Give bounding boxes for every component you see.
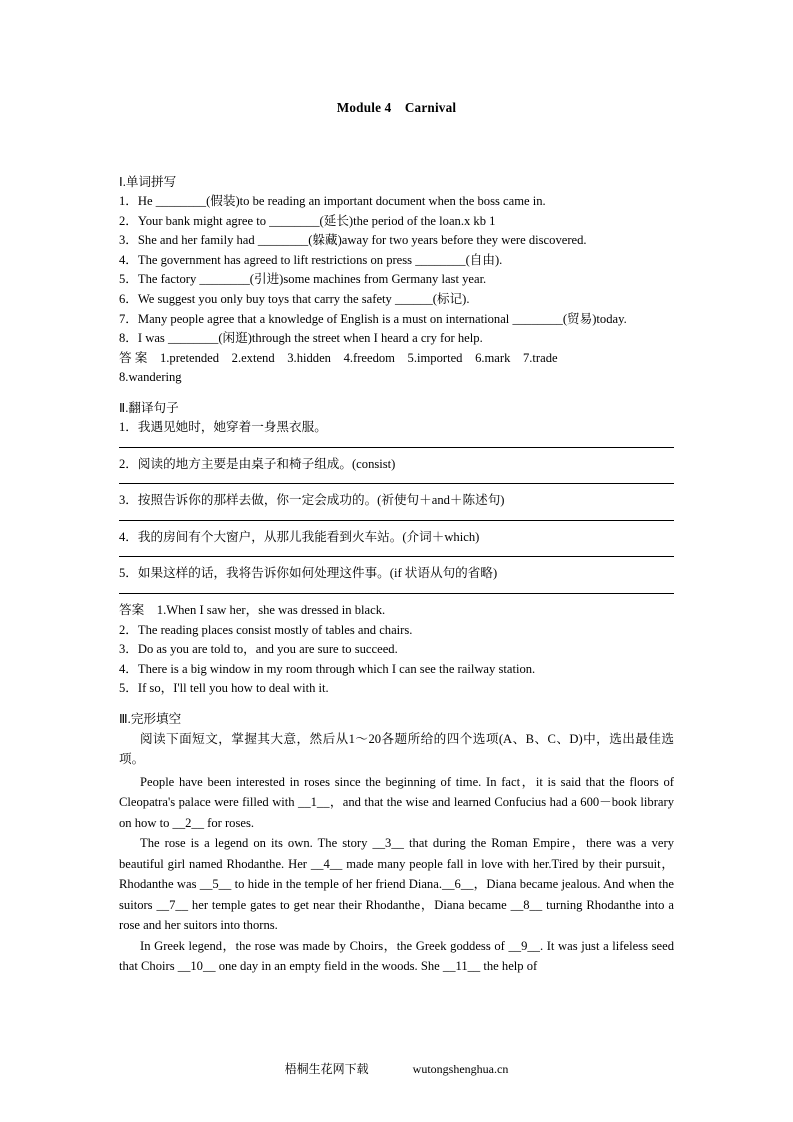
- spelling-answer-line-2: 8.wandering: [119, 370, 182, 385]
- cloze-paragraph: People have been interested in roses since the beginning of time. In fact，it is said that the floors of Cleopatra's palace were filled with __1__，and that the wise and learned Confucius had a 600－book library on how to __2__ for roses.: [119, 774, 674, 830]
- page-footer: [0, 1060, 793, 1077]
- cloze-instructions: 阅读下面短文，掌握其大意，然后从1～20各题所给的四个选项(A、B、C、D)中，选出最佳选项。: [119, 731, 674, 767]
- writing-rule: [119, 447, 674, 448]
- section-heading-translation: Ⅱ.翻译句子: [119, 400, 179, 415]
- spelling-items: [119, 192, 674, 349]
- translation-answers: [119, 601, 674, 699]
- writing-rule: [119, 593, 674, 594]
- answer-label: 答案: [119, 602, 145, 617]
- translation-answer-line: 2．The reading places consist mostly of tables and chairs.: [119, 622, 413, 637]
- cloze-passage: [119, 772, 674, 977]
- spelling-item: 6．We suggest you only buy toys that carry the safety ______(标记).: [119, 291, 470, 306]
- cloze-paragraph: The rose is a legend on its own. The story __3__ that during the Roman Empire，there was a very beautiful girl named Rhodanthe. Her __4__ made many people fall in love with her.Tired by their pursuit，Rhodanthe was __5__ to hide in the temple of her friend Diana.__6__，Diana became jealous. And when the suitors __7__ her temple gates to get near their Rhodanthe，Diana became __8__ turning Rhodanthe into a rose and her suitors into thorns.: [119, 836, 674, 933]
- page-title: Module 4 Carnival: [336, 100, 457, 115]
- spelling-item: 8．I was ________(闲逛)through the street when I heard a cry for help.: [119, 331, 483, 346]
- cloze-paragraph: In Greek legend，the rose was made by Choirs，the Greek goddess of __9__. It was just a lifeless seed that Choirs __10__ one day in an empty field in the woods. She __11__ the help of: [119, 938, 674, 974]
- spelling-answers: [119, 349, 674, 388]
- answer-text: 1.pretended 2.extend 3.hidden 4.freedom 5.imported 6.mark 7.trade: [159, 350, 558, 365]
- answer-text: 1.When I saw her，she was dressed in black.: [156, 602, 386, 617]
- spelling-item: 1．He ________(假装)to be reading an important document when the boss came in.: [119, 194, 546, 208]
- section-heading-spelling: Ⅰ.单词拼写: [119, 175, 177, 189]
- translation-answer-line: 4．There is a big window in my room through which I can see the railway station.: [119, 661, 536, 676]
- translation-item: 4．我的房间有个大窗户，从那儿我能看到火车站。(介词＋which): [119, 529, 480, 544]
- spelling-answer-line: [119, 349, 674, 369]
- spelling-item: 3．She and her family had ________(躲藏)away for two years before they were discovered.: [119, 233, 587, 248]
- footer-site-url: wutongshenghua.cn: [412, 1062, 509, 1076]
- translation-answer-line: [119, 601, 674, 621]
- translation-answer-line: 5．If so，I'll tell you how to deal with it.: [119, 681, 329, 696]
- spelling-item: 7．Many people agree that a knowledge of English is a must on international ________(贸易)today.: [119, 311, 627, 326]
- translation-item: 3．按照告诉你的那样去做，你一定会成功的。(祈使句＋and＋陈述句): [119, 493, 505, 508]
- section-heading-cloze: Ⅲ.完形填空: [119, 711, 182, 726]
- translation-item: 1．我遇见她时，她穿着一身黑衣服。: [119, 419, 327, 434]
- spelling-item: 5．The factory ________(引进)some machines from Germany last year.: [119, 272, 487, 287]
- translation-item: 2．阅读的地方主要是由桌子和椅子组成。(consist): [119, 456, 396, 471]
- writing-rule: [119, 483, 674, 484]
- footer-site-name-cn: 梧桐生花网下载: [284, 1062, 369, 1076]
- translation-item: 5．如果这样的话，我将告诉你如何处理这件事。(if 状语从句的省略): [119, 566, 498, 581]
- spelling-item: 4．The government has agreed to lift restrictions on press ________(自由).: [119, 252, 503, 267]
- translation-answer-line: 3．Do as you are told to，and you are sure to succeed.: [119, 642, 398, 657]
- spelling-item: 2．Your bank might agree to ________(延长)the period of the loan.x kb 1: [119, 213, 496, 228]
- translation-items: [119, 418, 674, 594]
- writing-rule: [119, 556, 674, 557]
- writing-rule: [119, 520, 674, 521]
- answer-label: 答 案: [119, 350, 148, 365]
